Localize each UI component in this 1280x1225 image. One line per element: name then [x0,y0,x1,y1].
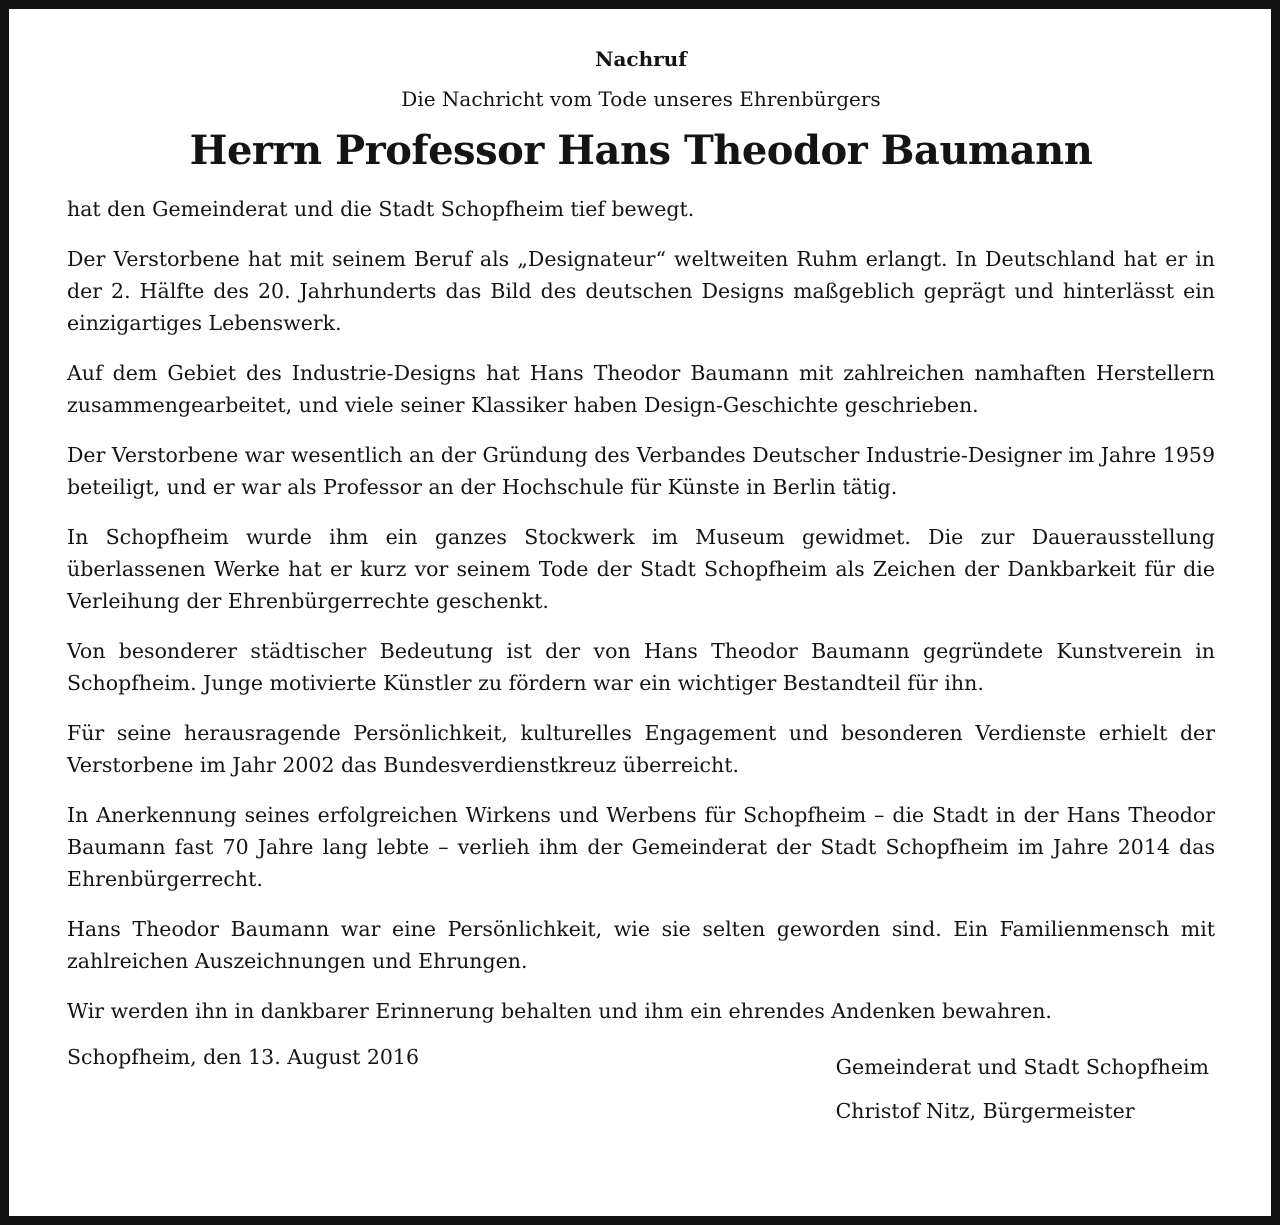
paragraph: Der Verstorbene war wesentlich an der Gründung des Verbandes Deutscher Industrie-Designer im Jahre 1959 beteiligt, und er war als Professor an der Hochschule für Künste in Berlin tätig. [67,443,1215,499]
notice-content [67,47,1215,1125]
place-date: Schopfheim, den 13. August 2016 [67,1045,420,1069]
notice-intro: Die Nachricht vom Tode unseres Ehrenbürgers [401,87,881,111]
deceased-name: Herrn Professor Hans Theodor Baumann [189,127,1093,174]
paragraph: Hans Theodor Baumann war eine Persönlichkeit, wie sie selten geworden sind. Ein Familienmensch mit zahlreichen Auszeichnungen und Ehrungen. [67,917,1215,973]
paragraph: Auf dem Gebiet des Industrie-Designs hat Hans Theodor Baumann mit zahlreichen namhaften Herstellern zusammengearbeitet, und viele seiner Klassiker haben Design-Geschichte geschrieben. [67,361,1215,417]
paragraph: Der Verstorbene hat mit seinem Beruf als „Designateur“ weltweiten Ruhm erlangt. In Deutschland hat er in der 2. Hälfte des 20. Jahrhunderts das Bild des deutschen Designs maßgeblich geprägt und hinterlässt ein einzigartiges Lebenswerk. [67,247,1215,335]
signature-mayor: Christof Nitz, Bürgermeister [835,1099,1135,1123]
paragraph: Von besonderer städtischer Bedeutung ist der von Hans Theodor Baumann gegründete Kunstverein in Schopfheim. Junge motivierte Künstler zu fördern war ein wichtiger Bestandteil für ihn. [67,639,1215,695]
paragraph: In Schopfheim wurde ihm ein ganzes Stockwerk im Museum gewidmet. Die zur Dauerausstellung überlassenen Werke hat er kurz vor seinem Tode der Stadt Schopfheim als Zeichen der Dankbarkeit für die Verleihung der Ehrenbürgerrechte geschenkt. [67,525,1215,613]
notice-kicker: Nachruf [595,47,687,71]
signatories [836,1045,1209,1133]
signature-organization: Gemeinderat und Stadt Schopfheim [835,1055,1209,1079]
paragraph: In Anerkennung seines erfolgreichen Wirkens und Werbens für Schopfheim – die Stadt in der Hans Theodor Baumann fast 70 Jahre lang lebte – verlieh ihm der Gemeinderat der Stadt Schopfheim im Jahre 2014 das Ehrenbürgerrecht. [67,803,1215,891]
signature-block [67,1045,1215,1125]
paragraph: Für seine herausragende Persönlichkeit, kulturelles Engagement und besonderen Verdienste erhielt der Verstorbene im Jahr 2002 das Bundesverdienstkreuz überreicht. [67,721,1215,777]
paragraph: hat den Gemeinderat und die Stadt Schopfheim tief bewegt. [67,197,695,221]
paragraph: Wir werden ihn in dankbarer Erinnerung behalten und ihm ein ehrendes Andenken bewahren. [67,999,1052,1023]
